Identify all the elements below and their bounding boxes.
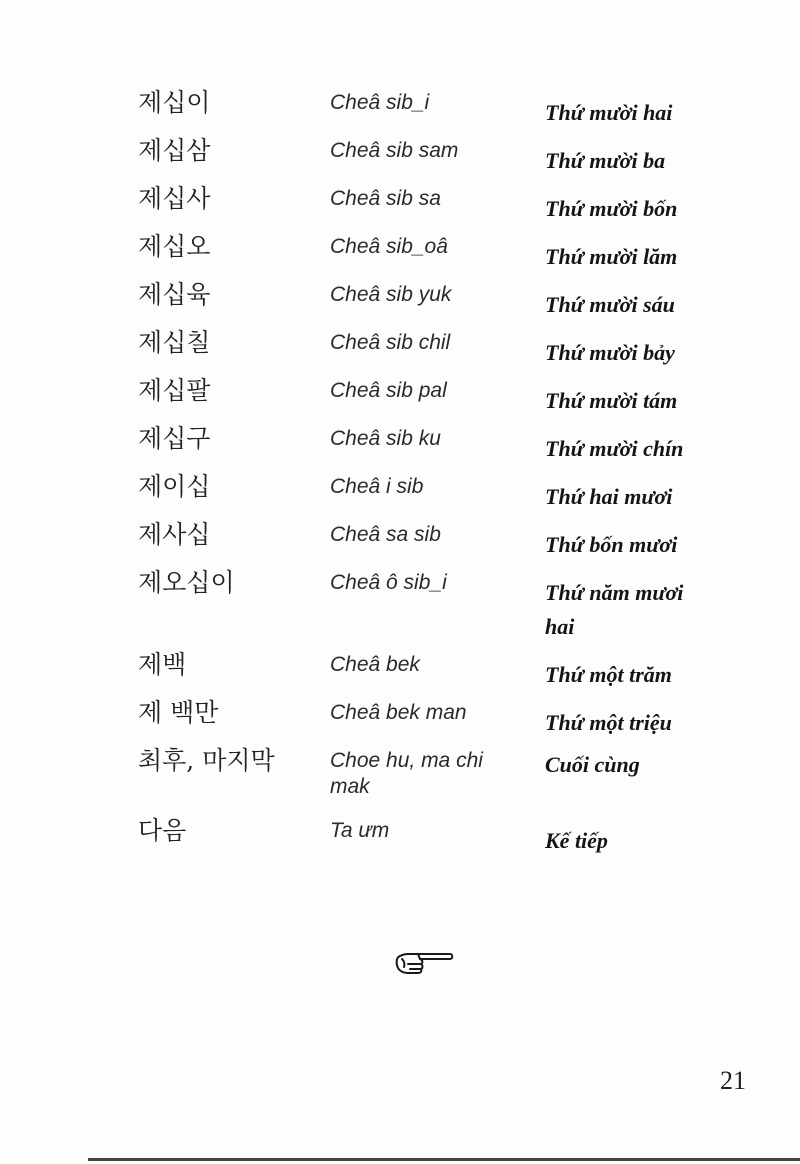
vietnamese-meaning: Thứ mười bảy [545,340,675,365]
korean-term: 제이십 [138,472,211,501]
vietnamese-meaning: Thứ mười tám [545,388,678,413]
vietnamese-meaning: Cuối cùng [545,752,640,777]
korean-term: 제 백만 [138,698,219,727]
vocab-row [0,376,800,424]
vocab-row [0,472,800,520]
vietnamese-meaning: Thứ hai mươi [545,484,673,509]
korean-term: 제오십이 [138,568,235,597]
korean-term: 제십사 [138,184,211,213]
vietnamese-meaning: Thứ mười ba [545,148,666,173]
vocab-row [0,328,800,376]
pointing-hand-icon [394,946,456,976]
romanization: Cheâ bek [330,653,420,676]
vocab-row [0,746,800,810]
korean-term: 제십칠 [138,328,211,357]
vietnamese-meaning: Thứ một trăm [545,662,672,687]
page-number: 21 [720,1066,746,1095]
romanization: Cheâ sib sam [330,139,459,162]
vocab-row [0,88,800,136]
vocab-row [0,232,800,280]
vietnamese-meaning: Thứ năm mươi hai [545,580,684,639]
vietnamese-meaning: Thứ mười chín [545,436,684,461]
romanization: Cheâ sib pal [330,379,447,402]
korean-term: 제십오 [138,232,211,261]
page-bottom-rule [88,1158,800,1161]
korean-term: 다음 [138,816,187,845]
korean-term: 제십삼 [138,136,211,165]
vocab-row [0,184,800,232]
romanization: Cheâ ô sib_i [330,571,447,594]
korean-term: 제십육 [138,280,211,309]
vocab-row [0,424,800,472]
vocab-row [0,520,800,568]
korean-term: 제사십 [138,520,211,549]
korean-term: 제백 [138,650,187,679]
romanization: Cheâ sib ku [330,427,441,450]
romanization: Choe hu, ma chi mak [330,749,483,798]
vietnamese-meaning: Thứ mười sáu [545,292,675,317]
vocab-row [0,280,800,328]
vocab-row [0,698,800,746]
korean-term: 제십이 [138,88,211,117]
vietnamese-meaning: Thứ mười hai [545,100,673,125]
korean-term: 제십구 [138,424,211,453]
romanization: Cheâ sib_i [330,91,430,114]
vocab-row [0,816,800,864]
romanization: Cheâ i sib [330,475,424,498]
romanization: Cheâ sib sa [330,187,441,210]
romanization: Cheâ sib_oâ [330,235,448,258]
vietnamese-meaning: Thứ mười bốn [545,196,678,221]
vocab-row [0,136,800,184]
vocab-row [0,650,800,698]
romanization: Cheâ bek man [330,701,467,724]
vietnamese-meaning: Thứ bốn mươi [545,532,678,557]
romanization: Ta ưm [330,819,390,842]
vietnamese-meaning: Thứ mười lăm [545,244,678,269]
romanization: Cheâ sib yuk [330,283,452,306]
vocab-row [0,568,800,648]
vietnamese-meaning: Thứ một triệu [545,710,672,735]
korean-term: 최후, 마지막 [138,746,275,775]
romanization: Cheâ sib chil [330,331,451,354]
korean-term: 제십팔 [138,376,211,405]
vietnamese-meaning: Kế tiếp [545,828,608,853]
romanization: Cheâ sa sib [330,523,441,546]
